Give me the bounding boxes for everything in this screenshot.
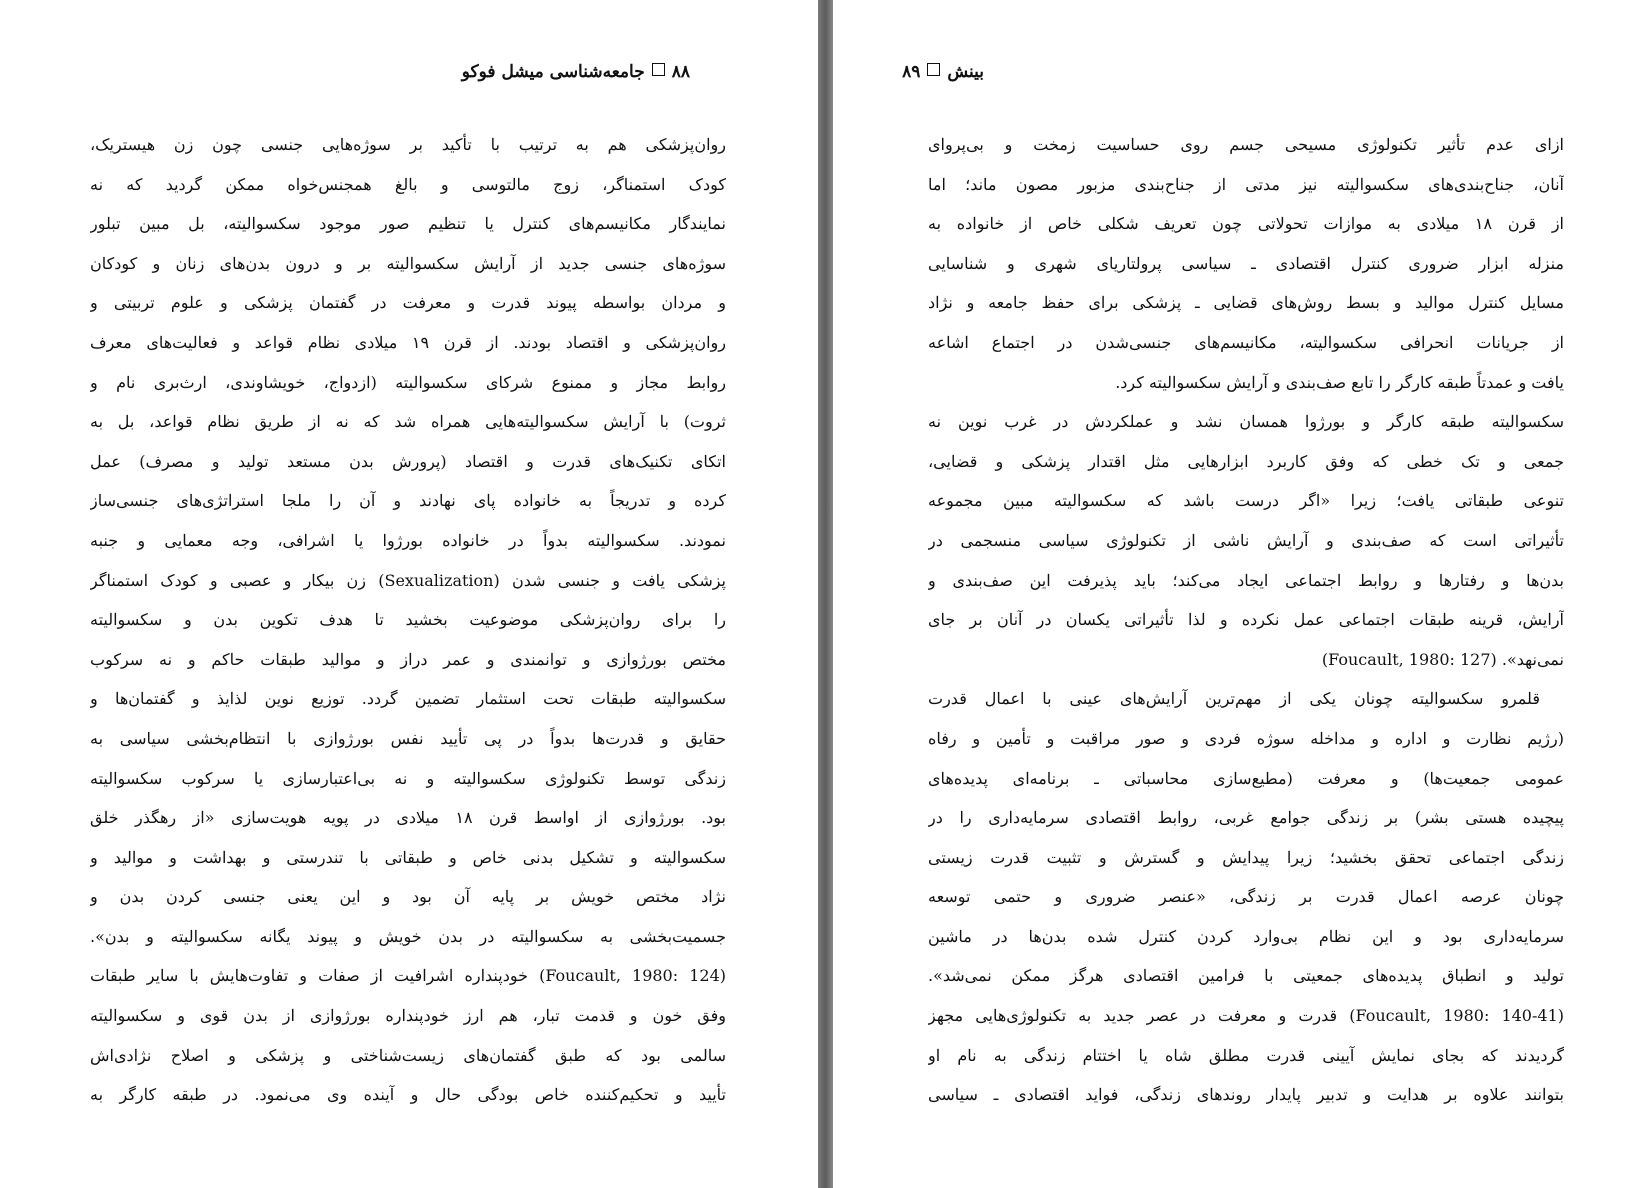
text-line: چونان عرصه اعمال قدرت بر زندگی، «عنصر ضروری و حتمی توسعه: [928, 887, 1564, 907]
text-line: از جریانات انحرافی سکسوالیته، مکانیسم‌های جنسی‌شدن در اجتماع اشاعه: [928, 332, 1564, 352]
text-line: سوژه‌های جنسی جدید از آرایش سکسوالیته بر و درون بدن‌های زنان و کودکان: [90, 253, 726, 273]
text-line: نمی‌نهد». (Foucault, 1980: 127): [1321, 649, 1564, 669]
left-page-body: [90, 125, 726, 1125]
text-line: جسمیت‌بخشی به سکسوالیته در بدن خویش و پیوند یگانه سکسوالیته و بدن».: [90, 926, 726, 946]
text-line: پزشکی یافت و جنسی شدن (Sexualization) زن بیکار و عصبی و کودک استمناگر: [90, 570, 726, 590]
left-page: [0, 0, 818, 1188]
text-line: را برای روان‌پزشکی موضوعیت بخشید تا هدف تکوین بدن و سکسوالیته: [90, 610, 726, 630]
text-line: از قرن ۱۸ میلادی به موازات تحولاتی چون تعریف شکلی خاص از خانواده به: [928, 214, 1564, 234]
text-line: بود. بورژوازی از اواسط قرن ۱۸ میلادی در پویه هویت‌سازی «از رهگذر خلق: [90, 808, 726, 828]
text-line: آنان، جناح‌بندی‌های سکسوالیته نیز مدتی از جناح‌بندی مزبور مصون ماند؛ اما: [928, 174, 1564, 194]
text-line: منزله ابزار ضروری کنترل اقتصادی ـ سیاسی پرولتاریای شهری و شناسایی: [928, 253, 1564, 273]
left-page-running-title: جامعه‌شناسی میشل فوکو: [461, 62, 645, 82]
text-line: گردیدند که بجای نمایش آیینی قدرت مطلق شاه یا اختتام زندگی به نام او: [928, 1045, 1564, 1065]
text-line: زندگی توسط تکنولوژی سکسوالیته و نه بی‌اعتبارسازی یا سرکوب سکسوالیته: [90, 768, 726, 788]
text-line: نژاد مختص خویش بر پایه آن بود و این یعنی جنسی کردن بدن و: [90, 887, 726, 907]
text-line: اتکای تکنیک‌های قدرت و اقتصاد (پرورش بدن مستعد تولید و مصرف) عمل: [90, 451, 726, 471]
right-page-number: ۸۹: [902, 62, 921, 82]
text-line: (رژیم نظارت و اداره و مداخله سوژه فردی و صور مراقبت و تأمین و رفاه: [928, 728, 1564, 748]
text-line: سکسوالیته طبقه کارگر و بورژوا همسان نشد و عملکردش در غرب نوین نه: [928, 412, 1564, 432]
square-bullet-icon: [927, 63, 940, 76]
text-line: مسایل کنترل موالید و بسط روش‌های قضایی ـ پزشکی برای حفظ جامعه و نژاد: [928, 293, 1564, 313]
text-line: (Foucault, 1980: 140-41) قدرت و معرفت در عصر جدید به تکنولوژی‌هایی مجهز: [928, 1006, 1564, 1026]
text-line: سرمایه‌داری بود و این نظام بی‌وارد کردن کنترل شده بدن‌ها در ماشین: [928, 926, 1564, 946]
text-line: تولید و انطباق پدیده‌های جمعیتی با فرامین اقتصادی هرگز ممکن نمی‌شد».: [928, 966, 1564, 986]
text-line: وفق خون و قدمت تبار، هم ارز خودپنداره بورژوازی از بدن قوی و سکسوالیته: [90, 1006, 726, 1026]
right-page: [833, 0, 1642, 1188]
text-line: و مردان بواسطه پیوند قدرت و معرفت در گفتمان پزشکی و علوم تربیتی و: [90, 293, 726, 313]
text-line: تأیید و تحکیم‌کننده خاص بودگی حال و آینده وی می‌نمود. در طبقه کارگر به: [90, 1085, 726, 1105]
text-line: تنوعی طبقاتی یافت؛ زیرا «اگر درست باشد که سکسوالیته مبین مجموعه: [928, 491, 1564, 511]
text-line: روابط مجاز و ممنوع شرکای سکسوالیته (ازدواج، خویشاوندی، ارث‌بری نام و: [90, 372, 726, 392]
text-line: ثروت) با آرایش سکسوالیته‌هایی همراه شد که نه از طریق نظام قواعد، بل به: [90, 412, 726, 432]
text-line: کرده و تدریجاً به خانواده پای نهادند و آن را ملجا استراتژی‌های جنسی‌ساز: [90, 491, 726, 511]
text-line: روان‌پزشکی و اقتصاد بودند. از قرن ۱۹ میلادی نظام قواعد و فعالیت‌های معرف: [90, 332, 726, 352]
text-line: قلمرو سکسوالیته چونان یکی از مهم‌ترین آرایش‌های عینی با اعمال قدرت: [928, 689, 1540, 709]
text-line: سالمی بود که طبق گفتمان‌های زیست‌شناختی و پزشکی و اصلاح نژادی‌اش: [90, 1045, 726, 1065]
text-line: جمعی و تک خطی که وفق کاربرد ابزارهایی مثل اقتدار پزشکی و قضایی،: [928, 451, 1564, 471]
text-line: (Foucault, 1980: 124) خودپنداره اشرافیت از صفات و تفاوت‌هایش با سایر طبقات: [90, 966, 726, 986]
text-line: سکسوالیته طبقات تحت استثمار تضمین گردد. توزیع نوین لذایذ و گفتمان‌ها و: [90, 689, 726, 709]
text-line: نمایندگار مکانیسم‌های کنترل یا تنظیم صور موجود سکسوالیته، بل مبین تبلور: [90, 214, 726, 234]
text-line: پیچیده هستی بشر) بر زندگی جوامع غربی، روابط اقتصادی سرمایه‌داری را در: [928, 808, 1564, 828]
text-line: سکسوالیته و تشکیل بدنی خاص و طبقاتی با تندرستی و بهداشت و موالید و: [90, 847, 726, 867]
right-page-header: [902, 62, 984, 82]
book-gutter: [818, 0, 833, 1188]
text-line: نمودند. سکسوالیته بدواً در خانواده بورژوا یا اشرافی، وجه معمایی و جنبه: [90, 530, 726, 550]
text-line: آرایش، قرینه طبقات اجتماعی عمل نکرده و لذا تأثیراتی یکسان در آنان بر جای: [928, 610, 1564, 630]
text-line: عمومی جمعیت‌ها) و معرفت (مطیع‌سازی محاسباتی ـ برنامه‌ای پدیده‌های: [928, 768, 1564, 788]
text-line: یافت و عمدتاً طبقه کارگر را تابع صف‌بندی و آرایش سکسوالیته کرد.: [1115, 372, 1564, 392]
text-line: تأثیراتی است که صف‌بندی و آرایش ناشی از تکنولوژی سیاسی منسجمی در: [928, 530, 1564, 550]
text-line: بتوانند علاوه بر هدایت و تدبیر پایدار روندهای زندگی، فواید اقتصادی ـ سیاسی: [928, 1085, 1564, 1105]
square-bullet-icon: [652, 63, 665, 76]
text-line: حقایق و قدرت‌ها بدواً در پی تأیید نفس بورژوازی با انتظام‌بخشی سیاسی به: [90, 728, 726, 748]
right-page-body: [928, 125, 1564, 1125]
left-page-header: [462, 62, 690, 82]
text-line: کودک استمناگر، زوج مالتوسی و بالغ همجنس‌خواه ممکن گردید که نه: [90, 174, 726, 194]
text-line: ازای عدم تأثیر تکنولوژی مسیحی جسم روی حساسیت زمخت و بی‌پروای: [928, 135, 1564, 154]
text-line: مختص بورژوازی و توانمندی و عمر دراز و موالید طبقات حاکم و نه سرکوب: [90, 649, 726, 669]
left-page-number: ۸۸: [671, 62, 690, 82]
text-line: بدن‌ها و رفتارها و روابط اجتماعی ایجاد می‌کند؛ باید پذیرفت این صف‌بندی و: [928, 570, 1564, 590]
text-line: زندگی اجتماعی تحقق بخشید؛ زیرا پیدایش و گسترش و تثبیت قدرت زیستی: [928, 847, 1564, 867]
text-line: روان‌پزشکی هم به ترتیب با تأکید بر سوژه‌هایی جنسی چون زن هیستریک،: [90, 135, 726, 154]
right-page-running-title: بینش: [947, 62, 984, 82]
